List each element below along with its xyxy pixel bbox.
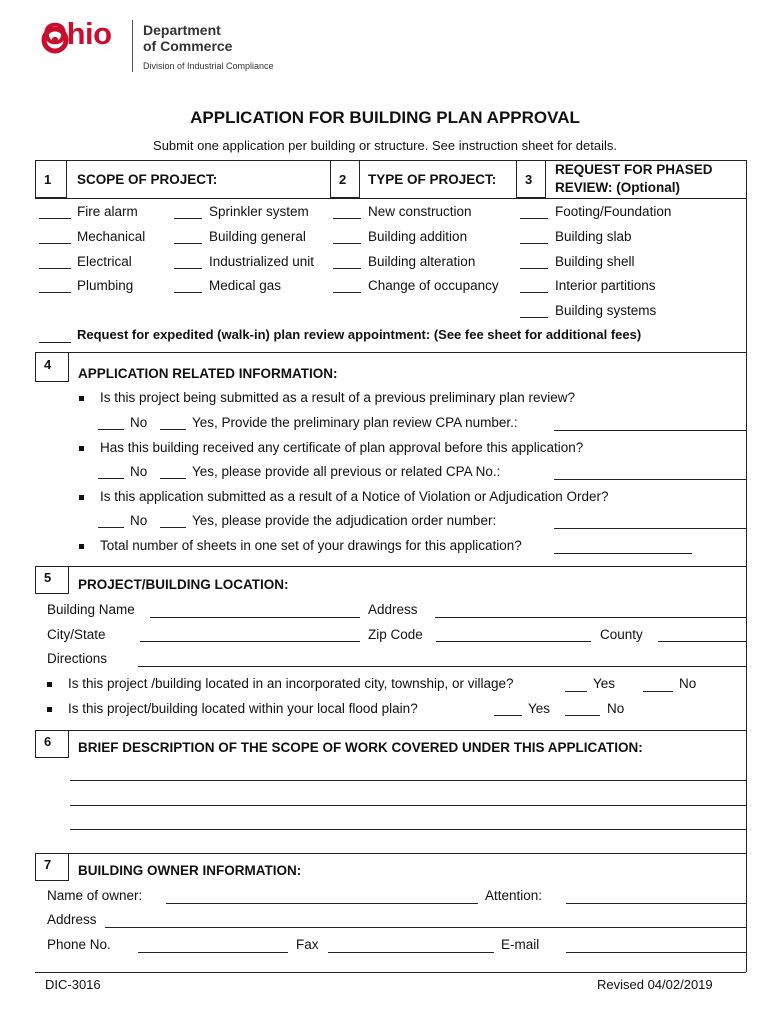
q3-yes-check[interactable] [160,527,186,528]
q2-text: Has this building received any certificate of plan approval before this application? [100,440,584,455]
section-5-number: 5 [35,566,69,594]
zip-input[interactable] [436,641,591,642]
description-line-1[interactable] [70,780,746,781]
incorporated-yes-check[interactable] [565,691,587,692]
incorporated-no-label: No [679,676,697,691]
owner-address-input[interactable] [105,927,746,928]
interior-partitions-label: Interior partitions [555,278,656,293]
building-addition-check[interactable] [333,243,361,244]
q2-no-check[interactable] [98,478,124,479]
q4-sheets-input[interactable] [554,553,692,554]
q3-order-input[interactable] [554,528,746,529]
dept-line-2: of Commerce [143,38,233,54]
sprinkler-check[interactable] [174,218,202,219]
address-input[interactable] [435,617,746,618]
section-7-heading: BUILDING OWNER INFORMATION: [78,863,302,878]
city-state-input[interactable] [140,641,360,642]
section-5-top-rule [35,566,746,567]
division-name: Division of Industrial Compliance [143,61,274,71]
email-label: E-mail [501,937,540,952]
county-input[interactable] [658,641,746,642]
section-6-top-rule [35,730,746,731]
directions-label: Directions [47,651,108,666]
mechanical-check[interactable] [39,243,71,244]
logo-divider [132,20,133,72]
zip-label: Zip Code [368,627,423,642]
change-occupancy-label: Change of occupancy [368,278,499,293]
email-input[interactable] [566,952,746,953]
incorporated-no-check[interactable] [643,691,673,692]
new-construction-check[interactable] [333,218,361,219]
description-line-2[interactable] [70,805,746,806]
section-4-heading: APPLICATION RELATED INFORMATION: [78,366,338,381]
change-occupancy-check[interactable] [333,292,361,293]
expedited-check[interactable] [39,342,71,343]
frame-bottom [35,972,746,973]
plumbing-check[interactable] [39,292,71,293]
directions-input[interactable] [138,666,746,667]
phone-input[interactable] [138,952,288,953]
page-subtitle: Submit one application per building or structure. See instruction sheet for details. [153,138,617,153]
bullet-icon [79,396,84,401]
section-1-heading: SCOPE OF PROJECT: [77,172,218,187]
section-7-number: 7 [35,853,69,881]
building-systems-check[interactable] [520,317,548,318]
fax-input[interactable] [328,952,494,953]
expedited-label: Request for expedited (walk-in) plan review appointment: (See fee sheet for additional fees) [77,327,642,342]
section-3-heading-2: REVIEW: (Optional) [555,180,680,195]
owner-address-label: Address [47,912,97,927]
building-name-input[interactable] [150,617,360,618]
plumbing-label: Plumbing [77,278,134,293]
section-1-number: 1 [35,160,67,198]
address-label: Address [368,602,418,617]
electrical-label: Electrical [77,254,132,269]
section-7-top-rule [35,853,746,854]
building-slab-label: Building slab [555,229,632,244]
section-3-heading-1: REQUEST FOR PHASED [555,162,713,177]
q2-no-label: No [130,464,148,479]
city-state-label: City/State [47,627,106,642]
medical-gas-check[interactable] [174,292,202,293]
section-6-number: 6 [35,730,69,758]
dept-line-1: Department [143,22,221,38]
building-slab-check[interactable] [520,243,548,244]
medical-gas-label: Medical gas [209,278,282,293]
incorporated-question: Is this project /building located in an incorporated city, township, or village? [68,676,514,691]
building-alteration-label: Building alteration [368,254,476,269]
section-4-number: 4 [35,352,69,382]
flood-yes-check[interactable] [494,715,522,716]
q1-cpa-input[interactable] [554,430,746,431]
building-addition-label: Building addition [368,229,468,244]
section-5-heading: PROJECT/BUILDING LOCATION: [78,577,289,592]
section-2-heading: TYPE OF PROJECT: [368,172,497,187]
section-1-header-rule [35,198,746,199]
flood-question: Is this project/building located within your local flood plain? [68,701,418,716]
incorporated-yes-label: Yes [593,676,616,691]
footing-label: Footing/Foundation [555,204,672,219]
bullet-icon [79,544,84,549]
bullet-icon [47,707,52,712]
description-line-3[interactable] [70,829,746,830]
frame-right [746,160,747,972]
q2-cpa-input[interactable] [554,479,746,480]
q3-no-label: No [130,513,148,528]
attention-label: Attention: [485,888,543,903]
q1-no-check[interactable] [98,429,124,430]
flood-no-check[interactable] [565,715,600,716]
section-3-number: 3 [516,160,546,198]
building-general-label: Building general [209,229,306,244]
sprinkler-label: Sprinkler system [209,204,309,219]
industrialized-check[interactable] [174,268,202,269]
attention-input[interactable] [566,903,746,904]
owner-name-input[interactable] [166,903,478,904]
building-name-label: Building Name [47,602,135,617]
owner-name-label: Name of owner: [47,888,143,903]
frame-top [35,160,746,161]
q3-text: Is this application submitted as a result of a Notice of Violation or Adjudication Order? [100,489,609,504]
building-general-check[interactable] [174,243,202,244]
form-id: DIC-3016 [45,977,101,992]
q2-yes-check[interactable] [160,478,186,479]
fax-label: Fax [296,937,319,952]
q1-yes-check[interactable] [160,429,186,430]
building-systems-label: Building systems [555,303,657,318]
logo-wordmark: Ohio [43,16,112,51]
bullet-icon [79,495,84,500]
q2-yes-label: Yes, please provide all previous or related CPA No.: [192,464,501,479]
q1-no-label: No [130,415,148,430]
q1-text: Is this project being submitted as a result of a previous preliminary plan review? [100,390,575,405]
building-shell-check[interactable] [520,268,548,269]
footing-check[interactable] [520,218,548,219]
new-construction-label: New construction [368,204,472,219]
q1-yes-label: Yes, Provide the preliminary plan review CPA number.: [192,415,518,430]
industrialized-label: Industrialized unit [209,254,315,269]
flood-yes-label: Yes [528,701,551,716]
bullet-icon [79,446,84,451]
section-6-heading: BRIEF DESCRIPTION OF THE SCOPE OF WORK COVERED UNDER THIS APPLICATION: [78,740,643,755]
section-4-top-rule [35,352,746,353]
q3-no-check[interactable] [98,527,124,528]
electrical-check[interactable] [39,268,71,269]
revised-date: Revised 04/02/2019 [597,977,713,992]
q3-yes-label: Yes, please provide the adjudication order number: [192,513,497,528]
page-title: APPLICATION FOR BUILDING PLAN APPROVAL [190,108,580,127]
building-alteration-check[interactable] [333,268,361,269]
fire-alarm-label: Fire alarm [77,204,138,219]
section-2-number: 2 [330,160,360,198]
mechanical-label: Mechanical [77,229,146,244]
building-shell-label: Building shell [555,254,635,269]
bullet-icon [47,682,52,687]
fire-alarm-check[interactable] [39,218,71,219]
q4-text: Total number of sheets in one set of your drawings for this application? [100,538,522,553]
flood-no-label: No [607,701,625,716]
county-label: County [600,627,643,642]
phone-label: Phone No. [47,937,111,952]
interior-partitions-check[interactable] [520,292,548,293]
